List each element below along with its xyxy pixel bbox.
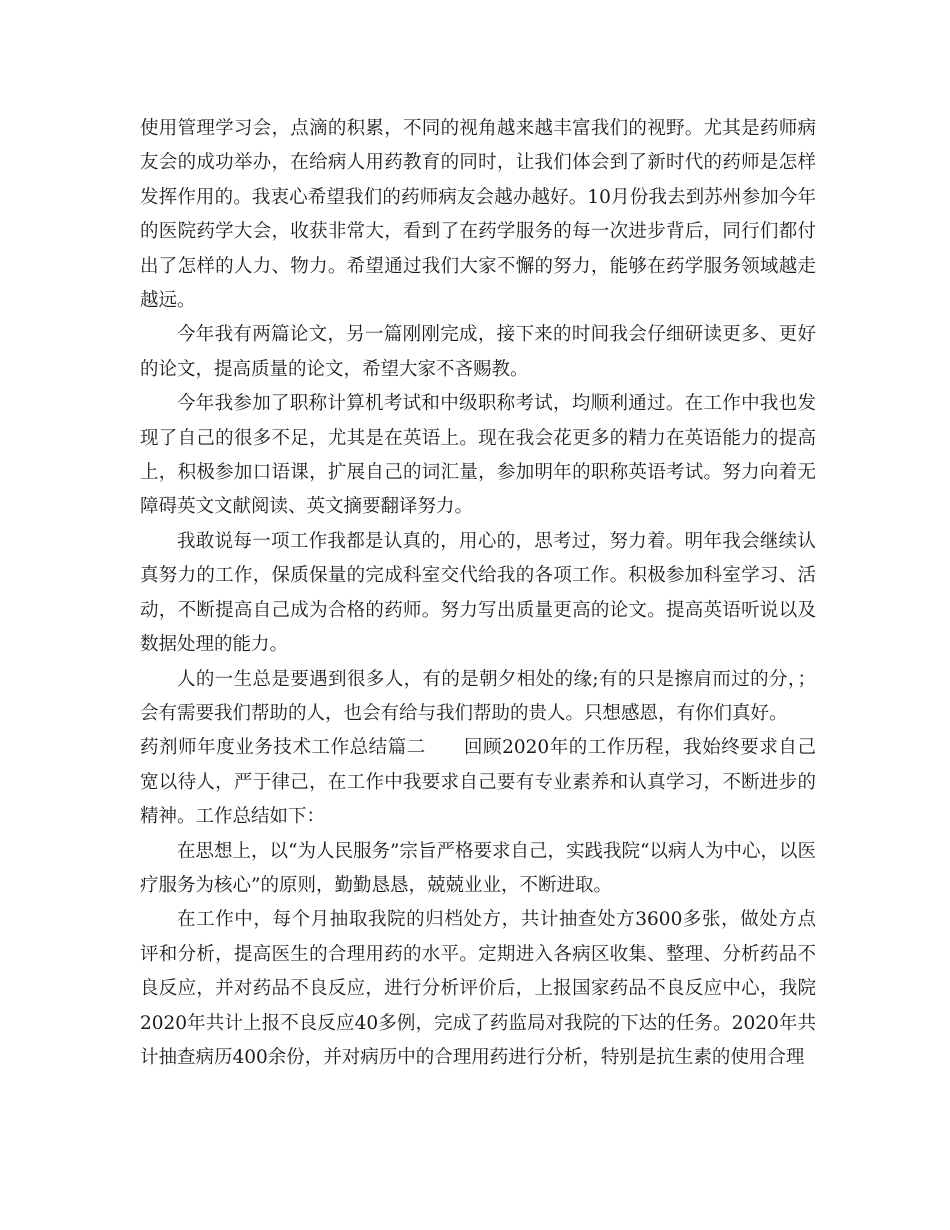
section-gap [426, 737, 464, 758]
paragraph-3: 今年我参加了职称计算机考试和中级职称考试，均顺利通过。在工作中我也发现了自己的很多不足，尤其是在英语上。现在我会花更多的精力在英语能力的提高上，积极参加口语课，扩展自己的词汇量，参加明年的职称英语考试。努力向着无障碍英文文献阅读、英文摘要翻译努力。 [140, 393, 816, 518]
paragraph-1: 使用管理学习会，点滴的积累，不同的视角越来越丰富我们的视野。尤其是药师病友会的成功举办，在给病人用药教育的同时，让我们体会到了新时代的药师是怎样发挥作用的。我衷心希望我们的药师病友会越办越好。10月份我去到苏州参加今年的医院药学大会，收获非常大，看到了在药学服务的每一次进步背后，同行们都付出了怎样的人力、物力。希望通过我们大家不懈的努力，能够在药学服务领域越走越远。 [140, 118, 816, 312]
section-heading: 药剂师年度业务技术工作总结篇二 [140, 737, 426, 759]
paragraph-5: 人的一生总是要遇到很多人，有的是朝夕相处的缘;有的只是擦肩而过的分，；会有需要我们帮助的人，也会有给与我们帮助的贵人。只想感恩，有你们真好。 [140, 668, 816, 724]
paragraph-4: 我敢说每一项工作我都是认真的，用心的，思考过，努力着。明年我会继续认真努力的工作，保质保量的完成科室交代给我的各项工作。积极参加科室学习、活动，不断提高自己成为合格的药师。努力写出质量更高的论文。提高英语听说以及数据处理的能力。 [140, 530, 816, 656]
document-body [140, 112, 816, 1075]
paragraph-8: 在工作中，每个月抽取我院的归档处方，共计抽查处方3600多张，做处方点评和分析，提高医生的合理用药的水平。定期进入各病区收集、整理、分析药品不良反应，并对药品不良反应，进行分析评价后，上报国家药品不良反应中心，我院2020年共计上报不良反应40多例，完成了药监局对我院的下达的任务。2020年共计抽查病历400余份，并对病历中的合理用药进行分析，特别是抗生素的使用合理 [140, 909, 816, 1068]
paragraph-6-text: 回顾2020年的工作历程，我始终要求自己宽以待人，严于律己，在工作中我要求自己要有专业素养和认真学习，不断进步的精神。工作总结如下： [140, 737, 816, 828]
paragraph-2: 今年我有两篇论文，另一篇刚刚完成，接下来的时间我会仔细研读更多、更好的论文，提高质量的论文，希望大家不吝赐教。 [140, 324, 816, 380]
paragraph-6 [140, 731, 816, 834]
paragraph-7: 在思想上，以“为人民服务”宗旨严格要求自己，实践我院“以病人为中心，以医疗服务为核心”的原则，勤勤恳恳，兢兢业业，不断进取。 [140, 840, 816, 896]
